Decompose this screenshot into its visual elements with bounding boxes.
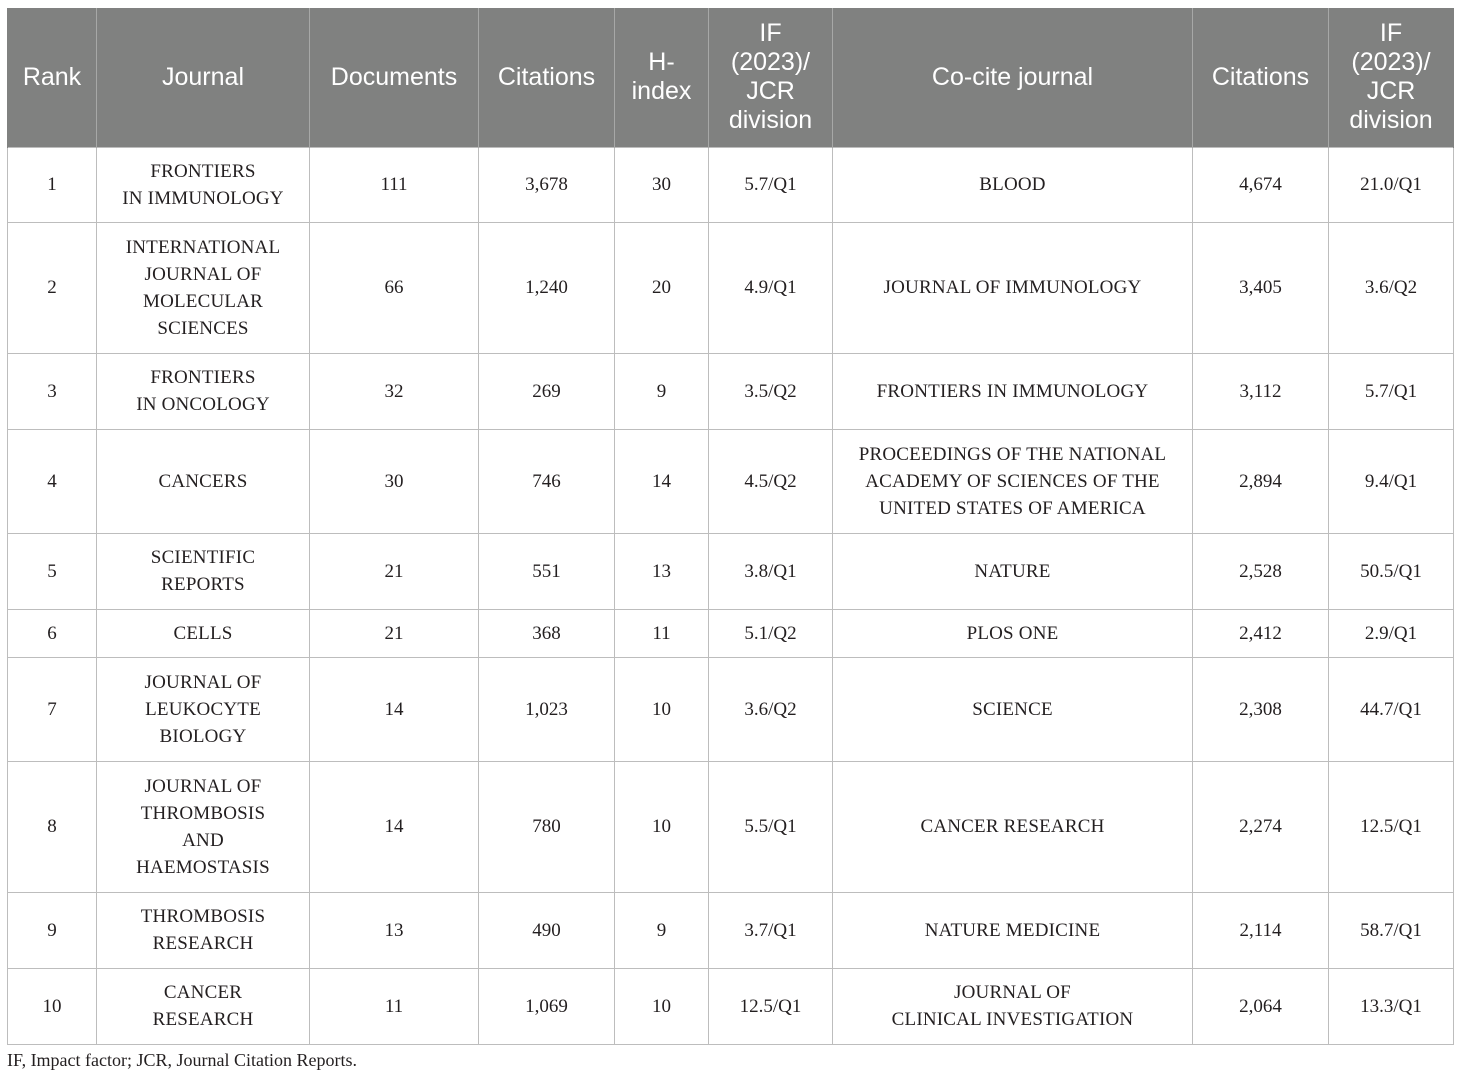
cell-rank: 4: [8, 429, 97, 533]
cell-h-index: 9: [615, 892, 709, 968]
cell-journal: FRONTIERS IN ONCOLOGY: [97, 353, 310, 429]
cell-citations: 551: [479, 533, 615, 609]
table-row: [8, 968, 1454, 1044]
table-row: [8, 147, 1454, 222]
cell-documents: 111: [310, 147, 479, 222]
cell-documents: 14: [310, 657, 479, 761]
cell-rank: 10: [8, 968, 97, 1044]
table-row: [8, 892, 1454, 968]
cell-journal: JOURNAL OF THROMBOSIS AND HAEMOSTASIS: [97, 761, 310, 892]
cell-documents: 30: [310, 429, 479, 533]
table-row: [8, 609, 1454, 657]
cell-citations: 368: [479, 609, 615, 657]
cell-citations: 1,069: [479, 968, 615, 1044]
cell-cocite-journal: PLOS ONE: [833, 609, 1193, 657]
cell-h-index: 13: [615, 533, 709, 609]
cell-documents: 21: [310, 609, 479, 657]
cell-h-index: 10: [615, 968, 709, 1044]
cell-journal: CELLS: [97, 609, 310, 657]
cell-cocite-citations: 2,064: [1193, 968, 1329, 1044]
cell-journal: INTERNATIONAL JOURNAL OF MOLECULAR SCIENCES: [97, 222, 310, 353]
cell-cocite-journal: BLOOD: [833, 147, 1193, 222]
cell-citations: 3,678: [479, 147, 615, 222]
cell-cocite-citations: 3,112: [1193, 353, 1329, 429]
header-if-jcr: IF (2023)/ JCR division: [709, 8, 833, 147]
cell-journal: CANCER RESEARCH: [97, 968, 310, 1044]
cell-cocite-if-jcr: 12.5/Q1: [1329, 761, 1454, 892]
cell-cocite-citations: 4,674: [1193, 147, 1329, 222]
cell-cocite-journal: JOURNAL OF CLINICAL INVESTIGATION: [833, 968, 1193, 1044]
cell-journal: THROMBOSIS RESEARCH: [97, 892, 310, 968]
cell-cocite-if-jcr: 58.7/Q1: [1329, 892, 1454, 968]
cell-if-jcr: 3.6/Q2: [709, 657, 833, 761]
journal-table: [7, 8, 1454, 1045]
header-documents: Documents: [310, 8, 479, 147]
header-journal: Journal: [97, 8, 310, 147]
header-citations: Citations: [479, 8, 615, 147]
cell-journal: SCIENTIFIC REPORTS: [97, 533, 310, 609]
cell-citations: 1,023: [479, 657, 615, 761]
cell-if-jcr: 3.8/Q1: [709, 533, 833, 609]
cell-citations: 1,240: [479, 222, 615, 353]
cell-if-jcr: 12.5/Q1: [709, 968, 833, 1044]
cell-rank: 7: [8, 657, 97, 761]
cell-rank: 3: [8, 353, 97, 429]
header-rank: Rank: [8, 8, 97, 147]
header-cocite-if-jcr: IF (2023)/ JCR division: [1329, 8, 1454, 147]
table-container: [7, 8, 1453, 1045]
cell-cocite-citations: 2,274: [1193, 761, 1329, 892]
cell-citations: 746: [479, 429, 615, 533]
cell-cocite-citations: 2,308: [1193, 657, 1329, 761]
cell-if-jcr: 4.5/Q2: [709, 429, 833, 533]
cell-documents: 11: [310, 968, 479, 1044]
table-row: [8, 657, 1454, 761]
cell-cocite-if-jcr: 5.7/Q1: [1329, 353, 1454, 429]
table-row: [8, 429, 1454, 533]
cell-cocite-journal: PROCEEDINGS OF THE NATIONAL ACADEMY OF SCIENCES OF THE UNITED STATES OF AMERICA: [833, 429, 1193, 533]
cell-h-index: 11: [615, 609, 709, 657]
cell-rank: 1: [8, 147, 97, 222]
cell-cocite-citations: 2,528: [1193, 533, 1329, 609]
cell-cocite-citations: 2,114: [1193, 892, 1329, 968]
header-row: [8, 8, 1454, 147]
footnote: IF, Impact factor; JCR, Journal Citation Reports.: [7, 1050, 358, 1070]
table-row: [8, 353, 1454, 429]
cell-h-index: 9: [615, 353, 709, 429]
cell-cocite-if-jcr: 9.4/Q1: [1329, 429, 1454, 533]
cell-documents: 13: [310, 892, 479, 968]
cell-h-index: 30: [615, 147, 709, 222]
cell-citations: 269: [479, 353, 615, 429]
table-row: [8, 533, 1454, 609]
cell-rank: 9: [8, 892, 97, 968]
cell-journal: FRONTIERS IN IMMUNOLOGY: [97, 147, 310, 222]
cell-cocite-if-jcr: 50.5/Q1: [1329, 533, 1454, 609]
table-row: [8, 222, 1454, 353]
cell-cocite-if-jcr: 21.0/Q1: [1329, 147, 1454, 222]
cell-documents: 21: [310, 533, 479, 609]
cell-documents: 32: [310, 353, 479, 429]
cell-cocite-if-jcr: 13.3/Q1: [1329, 968, 1454, 1044]
header-h-index: H- index: [615, 8, 709, 147]
cell-cocite-citations: 2,412: [1193, 609, 1329, 657]
cell-if-jcr: 5.1/Q2: [709, 609, 833, 657]
cell-cocite-journal: NATURE MEDICINE: [833, 892, 1193, 968]
cell-cocite-journal: JOURNAL OF IMMUNOLOGY: [833, 222, 1193, 353]
cell-h-index: 14: [615, 429, 709, 533]
cell-if-jcr: 5.5/Q1: [709, 761, 833, 892]
cell-rank: 5: [8, 533, 97, 609]
cell-cocite-if-jcr: 3.6/Q2: [1329, 222, 1454, 353]
table-row: [8, 761, 1454, 892]
table-header: [8, 8, 1454, 147]
cell-if-jcr: 5.7/Q1: [709, 147, 833, 222]
cell-if-jcr: 3.7/Q1: [709, 892, 833, 968]
cell-journal: CANCERS: [97, 429, 310, 533]
cell-documents: 14: [310, 761, 479, 892]
cell-citations: 490: [479, 892, 615, 968]
cell-h-index: 10: [615, 657, 709, 761]
cell-cocite-journal: CANCER RESEARCH: [833, 761, 1193, 892]
cell-if-jcr: 3.5/Q2: [709, 353, 833, 429]
header-cocite-citations: Citations: [1193, 8, 1329, 147]
cell-cocite-journal: NATURE: [833, 533, 1193, 609]
cell-rank: 6: [8, 609, 97, 657]
cell-cocite-journal: SCIENCE: [833, 657, 1193, 761]
cell-cocite-citations: 3,405: [1193, 222, 1329, 353]
header-cocite-journal: Co-cite journal: [833, 8, 1193, 147]
cell-rank: 2: [8, 222, 97, 353]
cell-h-index: 20: [615, 222, 709, 353]
cell-documents: 66: [310, 222, 479, 353]
cell-if-jcr: 4.9/Q1: [709, 222, 833, 353]
cell-cocite-journal: FRONTIERS IN IMMUNOLOGY: [833, 353, 1193, 429]
cell-cocite-citations: 2,894: [1193, 429, 1329, 533]
table-body: [8, 147, 1454, 1044]
cell-cocite-if-jcr: 44.7/Q1: [1329, 657, 1454, 761]
cell-h-index: 10: [615, 761, 709, 892]
cell-rank: 8: [8, 761, 97, 892]
cell-cocite-if-jcr: 2.9/Q1: [1329, 609, 1454, 657]
cell-journal: JOURNAL OF LEUKOCYTE BIOLOGY: [97, 657, 310, 761]
cell-citations: 780: [479, 761, 615, 892]
